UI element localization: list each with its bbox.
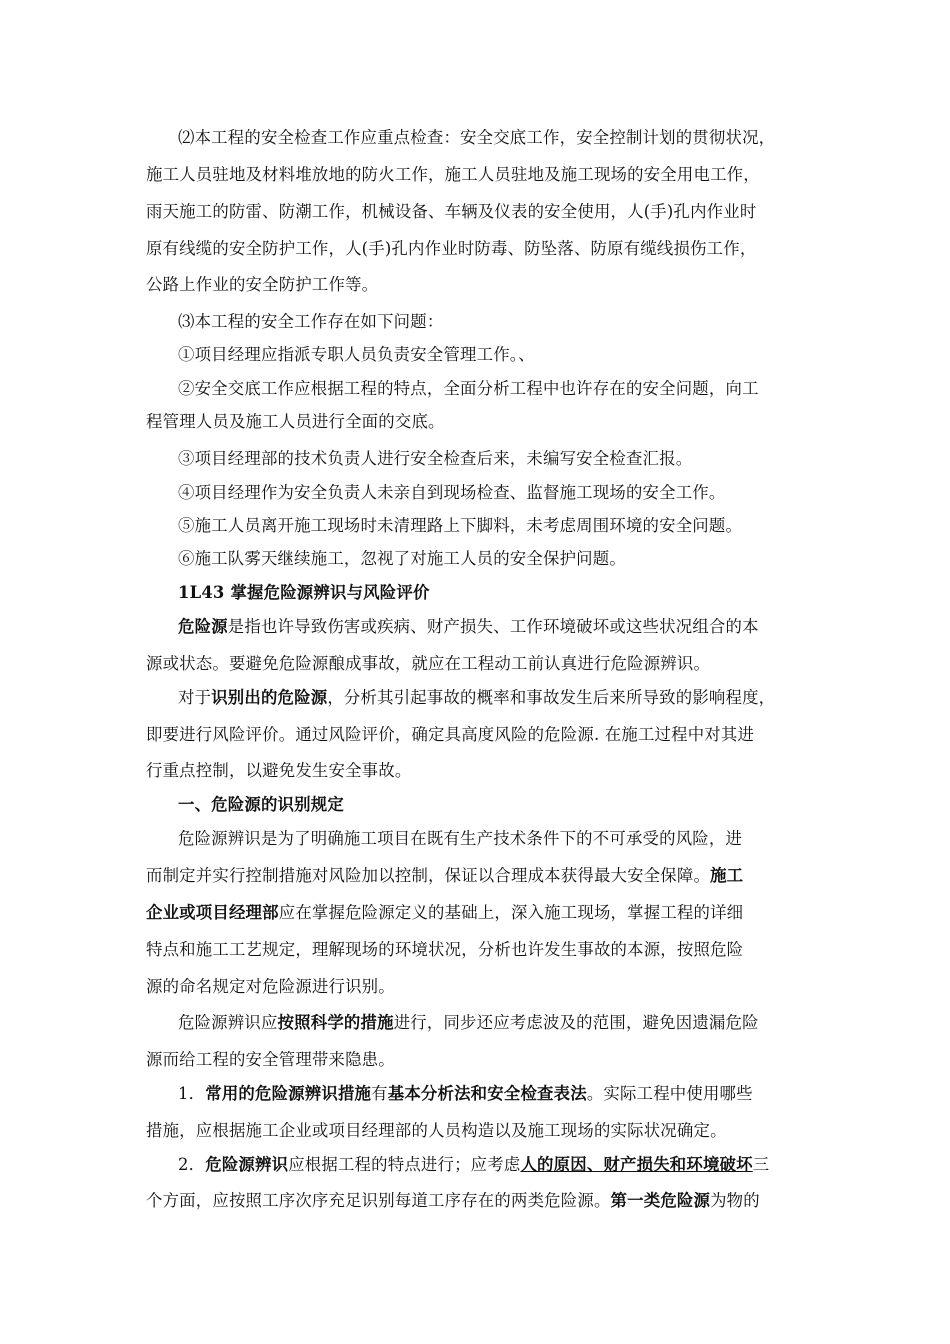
text-run: ③项目经理部的技术负责人进行安全检查后来，未编写安全检查汇报。 xyxy=(178,449,693,468)
paragraph-line xyxy=(146,902,743,924)
text-run: 是指也许导致伤害或疾病、财产损失、工作环境破坏或这些状况组合的本 xyxy=(227,617,759,636)
text-run: ⑤施工人员离开施工现场时未清理路上下脚料，未考虑周围环境的安全问题。 xyxy=(178,516,743,535)
bold-term: 企业或项目经理部 xyxy=(146,903,279,922)
text-run: 一、危险源的识别规定 xyxy=(178,795,344,814)
text-run: 而制定并实行控制措施对风险加以控制，保证以合理成本获得最大安全保障。 xyxy=(146,866,711,885)
list-item xyxy=(178,448,692,470)
text-run: 雨天施工的防雷、防潮工作，机械设备、车辆及仪表的安全使用，人(手)孔内作业时 xyxy=(146,202,757,221)
text-run: 原有线缆的安全防护工作，人(手)孔内作业时防毒、防坠落、防原有缆线损伤工作， xyxy=(146,239,757,258)
list-item xyxy=(178,548,626,570)
paragraph-line xyxy=(146,411,445,433)
bold-term: 第一类危险源 xyxy=(610,1191,711,1210)
text-run: 即要进行风险评价。通过风险评价，确定具高度风险的危险源. 在施工过程中对其进 xyxy=(146,725,755,744)
section-heading xyxy=(178,794,344,816)
bold-term: 按照科学的措施 xyxy=(277,1013,394,1032)
text-run: 措施，应根据施工企业或项目经理部的人员构造以及施工现场的实际状况确定。 xyxy=(146,1121,727,1140)
paragraph-line xyxy=(146,760,411,782)
text-run: 源而给工程的安全管理带来隐患。 xyxy=(146,1050,395,1069)
paragraph-line xyxy=(146,653,710,675)
underlined-term: 人的原因、财产损失和环境破坏 xyxy=(520,1155,753,1174)
bold-term: 危险源辨识 xyxy=(205,1155,289,1174)
text-run: ②安全交底工作应根据工程的特点，全面分析工程中也许存在的安全问题，向工 xyxy=(178,379,759,398)
text-run: 为物的 xyxy=(710,1191,760,1210)
text-run: 源的命名规定对危险源进行识别。 xyxy=(146,977,395,996)
list-item xyxy=(178,482,726,504)
paragraph-line xyxy=(146,865,743,887)
paragraph-line xyxy=(146,1049,395,1071)
paragraph-line xyxy=(178,127,775,149)
text-run: ，分析其引起事故的概率和事故发生后来所导致的影响程度， xyxy=(327,688,776,707)
text-run: 危险源辨识是为了明确施工项目在既有生产技术条件下的不可承受的风险，进 xyxy=(178,829,743,848)
text-run: 。实际工程中使用哪些 xyxy=(586,1084,753,1103)
text-run: ①项目经理应指派专职人员负责安全管理工作。、 xyxy=(178,345,535,364)
text-run: 三 xyxy=(752,1155,770,1174)
text-run: 公路上作业的安全防护工作等。 xyxy=(146,275,379,294)
text-run: ⑥施工队雾天继续施工，忽视了对施工人员的安全保护问题。 xyxy=(178,549,626,568)
section-heading xyxy=(178,582,430,604)
text-run: 施工人员驻地及材料堆放地的防火工作，施工人员驻地及施工现场的安全用电工作， xyxy=(146,165,760,184)
paragraph-line xyxy=(178,616,759,638)
text-run: 危险源辨识应 xyxy=(178,1013,278,1032)
paragraph-line xyxy=(178,1012,759,1034)
paragraph-line xyxy=(146,724,754,746)
bold-term: 施工 xyxy=(710,866,744,885)
paragraph-line xyxy=(178,1083,753,1105)
bold-term: 基本分析法和安全检查表法 xyxy=(387,1084,587,1103)
paragraph-line xyxy=(146,1190,760,1212)
paragraph-line xyxy=(178,1154,769,1176)
text-run: 应在掌握危险源定义的基础上，深入施工现场，掌握工程的详细 xyxy=(278,903,744,922)
paragraph-line xyxy=(146,274,378,296)
bold-term: 常用的危险源辨识措施 xyxy=(205,1084,372,1103)
paragraph-line xyxy=(146,976,395,998)
paragraph-line xyxy=(146,939,743,961)
paragraph-line xyxy=(146,201,756,223)
list-item xyxy=(178,344,535,366)
text-run: 行重点控制，以避免发生安全事故。 xyxy=(146,761,412,780)
paragraph-line xyxy=(146,1120,727,1142)
list-item xyxy=(178,515,742,537)
text-run: 2． xyxy=(178,1155,206,1174)
text-run: ⑶本工程的安全工作存在如下问题： xyxy=(178,312,444,331)
text-run: 进行，同步还应考虑波及的范围，避免因遗漏危险 xyxy=(393,1013,759,1032)
paragraph-line xyxy=(178,311,443,333)
text-run: 个方面，应按照工序次序充足识别每道工序存在的两类危险源。 xyxy=(146,1191,611,1210)
text-run: 1． xyxy=(178,1084,206,1103)
bold-term: 危险源 xyxy=(178,617,228,636)
text-run: 有 xyxy=(371,1084,388,1103)
paragraph-line xyxy=(146,238,756,260)
text-run: 对于 xyxy=(178,688,212,707)
bold-term: 识别出的危险源 xyxy=(211,688,328,707)
text-run: 1L43 掌握危险源辨识与风险评价 xyxy=(178,583,430,602)
text-run: 特点和施工工艺规定，理解现场的环境状况，分析也许发生事故的本源，按照危险 xyxy=(146,940,744,959)
text-run: 应根据工程的特点进行；应考虑 xyxy=(288,1155,521,1174)
text-run: ⑵本工程的安全检查工作应重点检查：安全交底工作，安全控制计划的贯彻状况， xyxy=(178,128,776,147)
paragraph-line xyxy=(178,687,775,709)
text-run: 程管理人员及施工人员进行全面的交底。 xyxy=(146,412,445,431)
paragraph-line xyxy=(178,828,742,850)
text-run: ④项目经理作为安全负责人未亲自到现场检查、监督施工现场的安全工作。 xyxy=(178,483,726,502)
text-run: 源或状态。要避免危险源酿成事故，就应在工程动工前认真进行危险源辨识。 xyxy=(146,654,711,673)
paragraph-line xyxy=(146,164,760,186)
list-item xyxy=(178,378,759,400)
